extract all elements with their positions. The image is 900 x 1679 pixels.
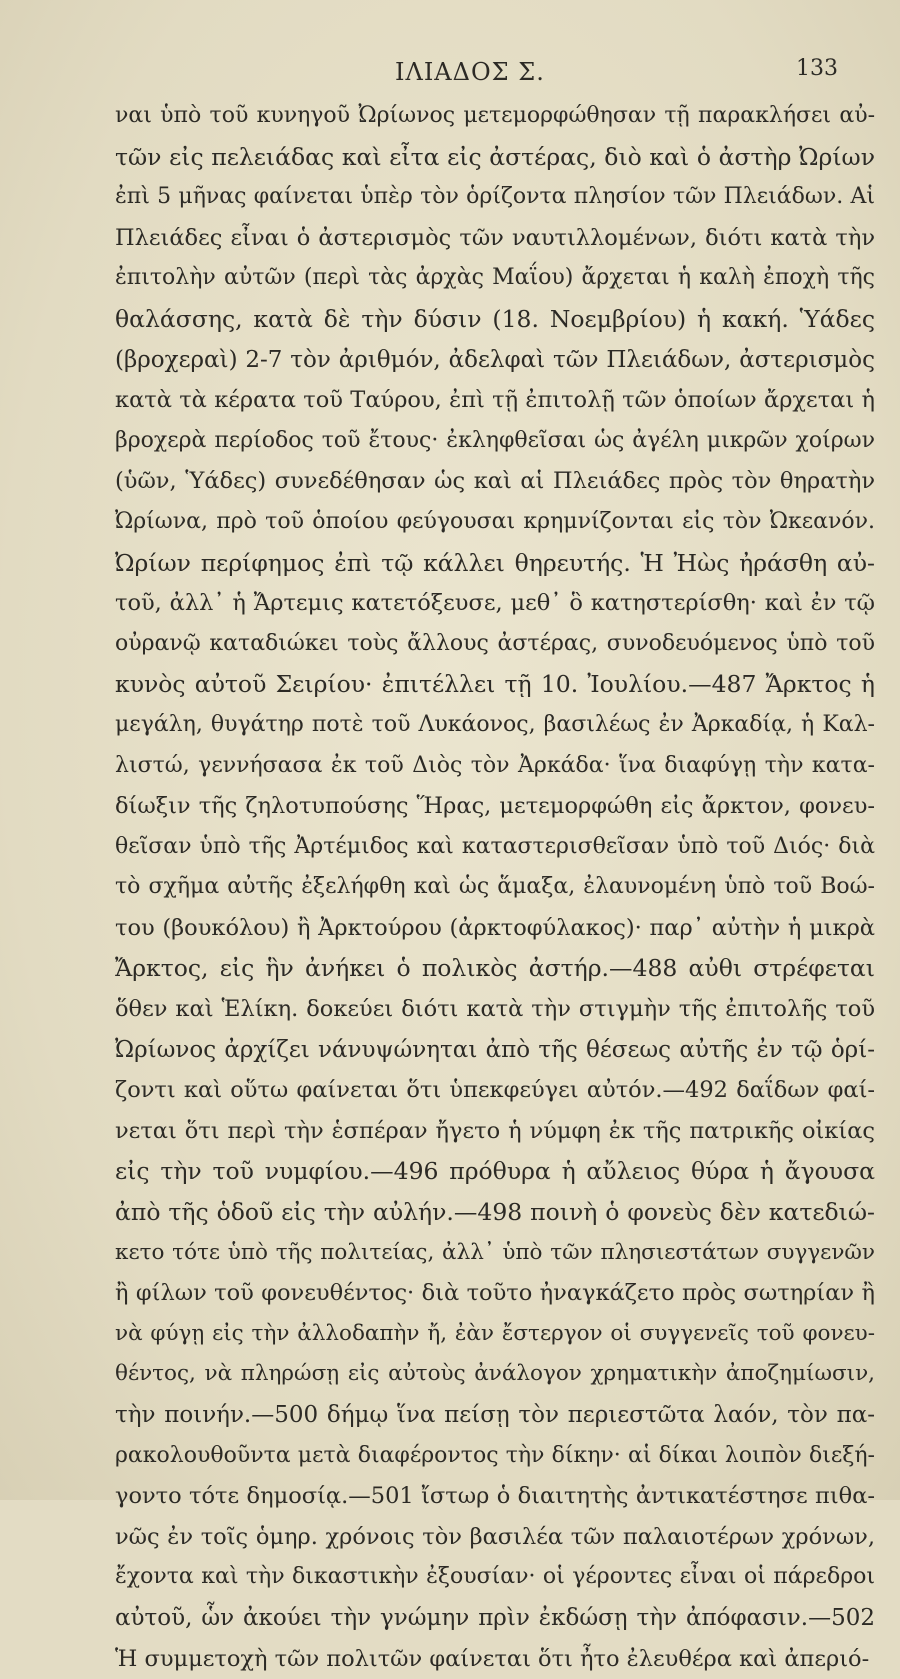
text-line: βροχερὰ περίοδος τοῦ ἔτους· ἐκληφθεῖσαι ὡς ἀγέλη μικρῶν χοίρων [115,427,875,453]
text-line: ναι ὑπὸ τοῦ κυνηγοῦ Ὠρίωνος μετεμορφώθησαν τῇ παρακλήσει αὐ- [115,103,875,128]
text-line: γοντο τότε δημοσίᾳ.—501 ἴστωρ ὁ διαιτητὴς ἀντικατέστησε πιθα- [115,1483,875,1510]
text-line: τῶν εἰς πελειάδας καὶ εἶτα εἰς ἀστέρας, διὸ καὶ ὁ ἀστὴρ Ὠρίων [115,142,875,171]
text-line: δίωξιν τῆς ζηλοτυπούσης Ἥρας, μετεμορφώθη εἰς ἄρκτον, φονευ- [115,793,875,820]
text-line: ἢ φίλων τοῦ φονευθέντος· διὰ τοῦτο ἠναγκάζετο πρὸς σωτηρίαν ἢ [115,1280,875,1307]
text-line: (βροχεραὶ) 2-7 τὸν ἀριθμόν, ἀδελφαὶ τῶν Πλειάδων, ἀστερισμὸς [115,346,875,373]
text-line: ἀπὸ τῆς ὁδοῦ εἰς τὴν αὐλήν.—498 ποινὴ ὁ φονεὺς δὲν κατεδιώ- [115,1198,875,1227]
text-line: μεγάλη, θυγάτηρ ποτὲ τοῦ Λυκάονος, βασιλέως ἐν Ἀρκαδίᾳ, ἡ Καλ- [115,711,875,737]
text-line: θεῖσαν ὑπὸ τῆς Ἀρτέμιδος καὶ καταστερισθεῖσαν ὑπὸ τοῦ Διός· διὰ [115,833,875,859]
page-number: 133 [796,56,838,81]
text-line: νῶς ἐν τοῖς ὁμηρ. χρόνοις τὸν βασιλέα τῶν παλαιοτέρων χρόνων, [115,1523,875,1550]
text-line: τὸ σχῆμα αὐτῆς ἐξελήφθη καὶ ὡς ἅμαξα, ἐλαυνομένη ὑπὸ τοῦ Βοώ- [115,874,875,900]
text-line: αὐτοῦ, ὧν ἀκούει τὴν γνώμην πρὶν ἐκδώσῃ τὴν ἀπόφασιν.—502 [115,1604,875,1631]
text-line: Πλειάδες εἶναι ὁ ἀστερισμὸς τῶν ναυτιλλομένων, διότι κατὰ τὴν [115,224,875,251]
text-line: τὴν ποινήν.—500 δήμῳ ἵνα πείσῃ τὸν περιεστῶτα λαόν, τὸν πα- [115,1402,875,1428]
text-line: Ὠρίωνα, πρὸ τοῦ ὁποίου φεύγουσαι κρημνίζονται εἰς τὸν Ὠκεανόν. [115,508,875,534]
text-line: εἰς τὴν τοῦ νυμφίου.—496 πρόθυρα ἡ αὔλειος θύρα ἡ ἄγουσα [115,1157,875,1186]
text-line: Ἄρκτος, εἰς ἣν ἀνήκει ὁ πολικὸς ἀστήρ.—488 αὐθι στρέφεται [115,954,875,983]
text-line: ἐπὶ 5 μῆνας φαίνεται ὑπὲρ τὸν ὁρίζοντα πλησίον τῶν Πλειάδων. Αἱ [115,184,875,210]
text-line: ἐπιτολὴν αὐτῶν (περὶ τὰς ἀρχὰς Μαΐου) ἄρχεται ἡ καλὴ ἐποχὴ τῆς [115,265,875,291]
text-line: κυνὸς αὐτοῦ Σειρίου· ἐπιτέλλει τῇ 10. Ἰουλίου.—487 Ἄρκτος ἡ [115,670,875,699]
text-line: νὰ φύγῃ εἰς τὴν ἀλλοδαπὴν ἤ, ἐὰν ἔστεργον οἱ συγγενεῖς τοῦ φονευ- [115,1320,875,1346]
text-line: Ἡ συμμετοχὴ τῶν πολιτῶν φαίνεται ὅτι ἦτο ἐλευθέρα καὶ ἀπεριό- [115,1645,870,1672]
text-line: (ὑῶν, Ὑάδες) συνεδέθησαν ὡς καὶ αἱ Πλειάδες πρὸς τὸν θηρατὴν [115,468,875,495]
text-line: Ὠρίων περίφημος ἐπὶ τῷ κάλλει θηρευτής. Ἡ Ἠὼς ἠράσθη αὐ- [115,548,875,577]
text-line: νεται ὅτι περὶ τὴν ἑσπέραν ἤγετο ἡ νύμφη ἐκ τῆς πατρικῆς οἰκίας [115,1117,875,1144]
text-line: θέντος, νὰ πληρώσῃ εἰς αὐτοὺς ἀνάλογον χρηματικὴν ἀποζημίωσιν, [115,1361,875,1387]
text-line: λιστώ, γεννήσασα ἐκ τοῦ Διὸς τὸν Ἀρκάδα· ἵνα διαφύγῃ τὴν κατα- [115,752,875,778]
body-text [115,96,875,1679]
text-line: κατὰ τὰ κέρατα τοῦ Ταύρου, ἐπὶ τῇ ἐπιτολῇ τῶν ὁποίων ἄρχεται ἡ [115,387,875,414]
text-line: κετο τότε ὑπὸ τῆς πολιτείας, ἀλλ᾽ ὑπὸ τῶν πλησιεστάτων συγγενῶν [115,1239,875,1265]
text-line: τοῦ, ἀλλ᾽ ἡ Ἄρτεμις κατετόξευσε, μεθ᾽ ὃ κατηστερίσθη· καὶ ἐν τῷ [115,590,875,617]
text-line: ζοντι καὶ οὕτω φαίνεται ὅτι ὑπεκφεύγει αὐτόν.—492 δαΐδων φαί- [115,1077,875,1104]
page-header [0,52,900,92]
running-title: ΙΛΙΑΔΟΣ Σ. [395,58,545,86]
text-line: ἔχοντα καὶ τὴν δικαστικὴν ἐξουσίαν· οἱ γέροντες εἶναι οἱ πάρεδροι [115,1564,875,1590]
text-line: οὐρανῷ καταδιώκει τοὺς ἄλλους ἀστέρας, συνοδευόμενος ὑπὸ τοῦ [115,630,875,656]
text-line: ρακολουθοῦντα μετὰ διαφέροντος τὴν δίκην· αἱ δίκαι λοιπὸν διεξή- [115,1442,875,1468]
text-line: ὅθεν καὶ Ἑλίκη. δοκεύει διότι κατὰ τὴν στιγμὴν τῆς ἐπιτολῆς τοῦ [115,996,875,1023]
text-line: θαλάσσης, κατὰ δὲ τὴν δύσιν (18. Νοεμβρίου) ἡ κακή. Ὑάδες [115,304,875,333]
text-line: Ὠρίωνος ἀρχίζει νάνυψώνηται ἀπὸ τῆς θέσεως αὐτῆς ἐν τῷ ὁρί- [115,1036,875,1063]
text-line: του (βουκόλου) ἢ Ἀρκτούρου (ἀρκτοφύλακος)· παρ᾽ αὐτὴν ἡ μικρὰ [115,914,875,941]
